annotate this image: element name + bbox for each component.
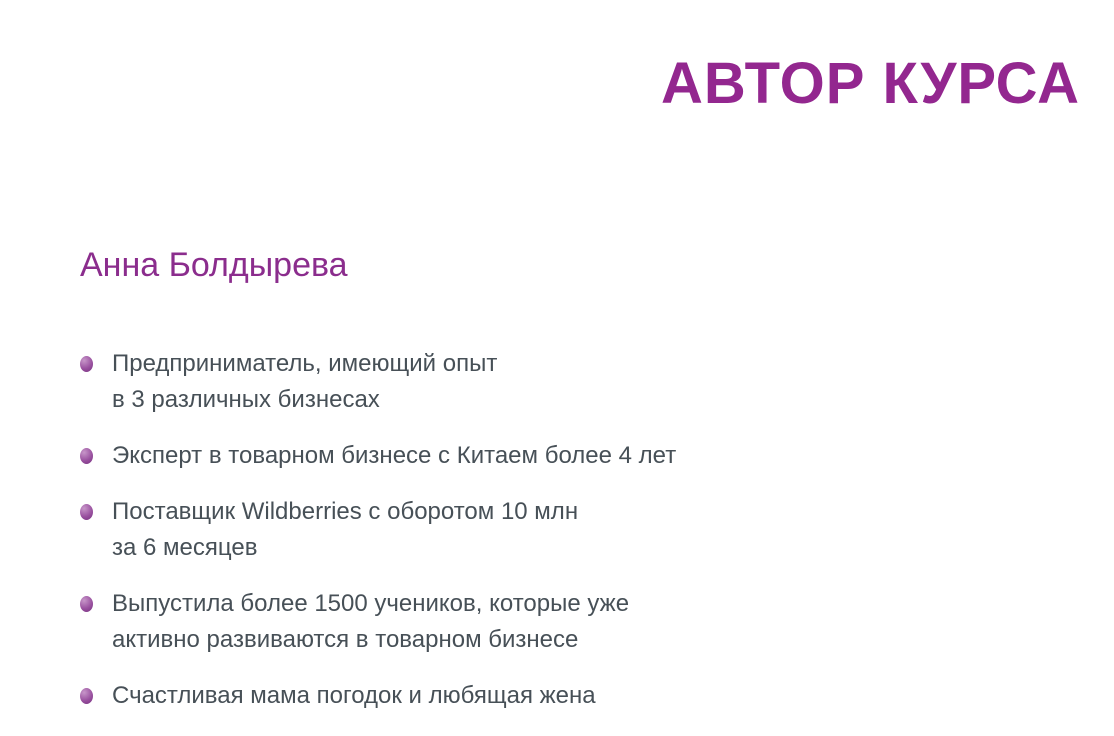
bullet-dot-icon bbox=[80, 356, 93, 372]
author-name: Анна Болдырева bbox=[80, 246, 348, 284]
page-title: АВТОР КУРСА bbox=[661, 51, 1080, 116]
list-item-line: Предприниматель, имеющий опыт bbox=[112, 350, 498, 377]
list-item bbox=[80, 494, 676, 566]
list-item-line: Выпустила более 1500 учеников, которые уже bbox=[112, 590, 630, 617]
list-item-line: Эксперт в товарном бизнесе с Китаем более 4 лет bbox=[112, 442, 677, 469]
bullet-dot-icon bbox=[80, 596, 93, 612]
list-item-line: Поставщик Wildberries с оборотом 10 млн bbox=[112, 498, 579, 525]
list-item bbox=[80, 346, 676, 418]
list-item bbox=[80, 438, 676, 474]
list-item-line: в 3 различных бизнесах bbox=[112, 386, 380, 413]
author-facts-list bbox=[80, 346, 676, 734]
bullet-dot-icon bbox=[80, 448, 93, 464]
list-item bbox=[80, 586, 676, 658]
list-item-line: Счастливая мама погодок и любящая жена bbox=[112, 682, 596, 709]
list-item bbox=[80, 678, 676, 714]
list-item-line: активно развиваются в товарном бизнесе bbox=[112, 626, 579, 653]
bullet-dot-icon bbox=[80, 688, 93, 704]
list-item-line: за 6 месяцев bbox=[112, 534, 258, 561]
bullet-dot-icon bbox=[80, 504, 93, 520]
